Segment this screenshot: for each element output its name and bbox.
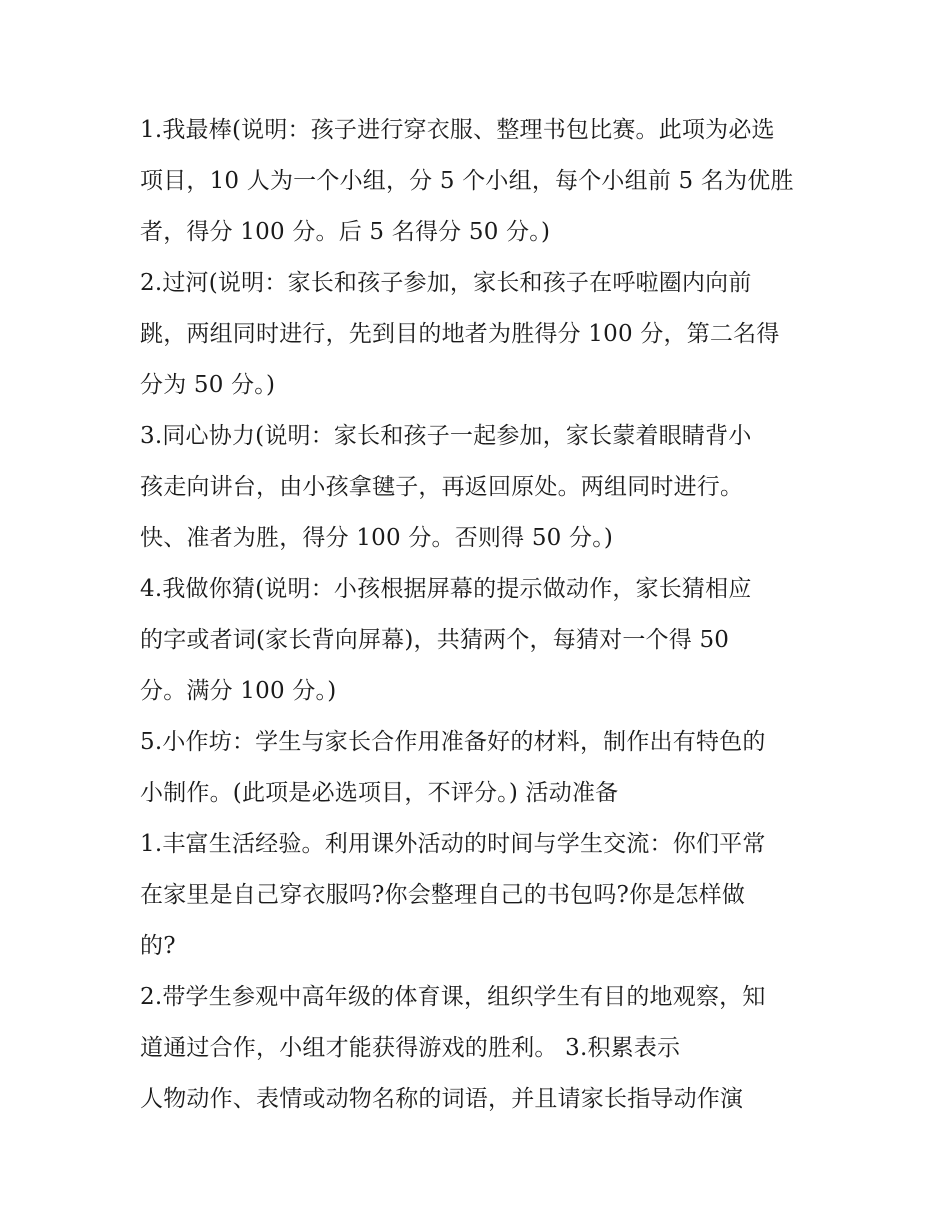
document-body (140, 105, 820, 1125)
text-line: 人物动作、表情或动物名称的词语，并且请家长指导动作演 (140, 1086, 744, 1112)
text-line: 的字或者词(家长背向屏幕)，共猜两个，每猜对一个得 50 (140, 627, 730, 653)
text-line: 快、准者为胜，得分 100 分。否则得 50 分。) (140, 525, 614, 551)
text-line: 的? (140, 933, 176, 959)
text-line: 1.我最棒(说明：孩子进行穿衣服、整理书包比赛。此项为必选 (140, 117, 775, 143)
text-line: 5.小作坊：学生与家长合作用准备好的材料，制作出有特色的 (140, 729, 766, 755)
text-line: 分为 50 分。) (140, 372, 276, 398)
text-line: 在家里是自己穿衣服吗?你会整理自己的书包吗?你是怎样做 (140, 882, 746, 908)
text-line: 道通过合作，小组才能获得游戏的胜利。 3.积累表示 (140, 1035, 681, 1061)
text-line: 3.同心协力(说明：家长和孩子一起参加，家长蒙着眼睛背小 (140, 423, 752, 449)
text-line: 小制作。(此项是必选项目，不评分。) 活动准备 (140, 780, 619, 806)
text-line: 1.丰富生活经验。利用课外活动的时间与学生交流：你们平常 (140, 831, 766, 857)
text-line: 项目，10 人为一个小组，分 5 个小组，每个小组前 5 名为优胜 (140, 168, 794, 194)
text-line: 孩走向讲台，由小孩拿毽子，再返回原处。两组同时进行。 (140, 474, 744, 500)
text-line: 4.我做你猜(说明：小孩根据屏幕的提示做动作，家长猜相应 (140, 576, 752, 602)
text-line: 2.带学生参观中高年级的体育课，组织学生有目的地观察，知 (140, 984, 766, 1010)
text-line: 分。满分 100 分。) (140, 678, 337, 704)
text-line: 跳，两组同时进行，先到目的地者为胜得分 100 分，第二名得 (140, 321, 780, 347)
text-line: 者，得分 100 分。后 5 名得分 50 分。) (140, 219, 551, 245)
text-line: 2.过河(说明：家长和孩子参加，家长和孩子在呼啦圈内向前 (140, 270, 752, 296)
